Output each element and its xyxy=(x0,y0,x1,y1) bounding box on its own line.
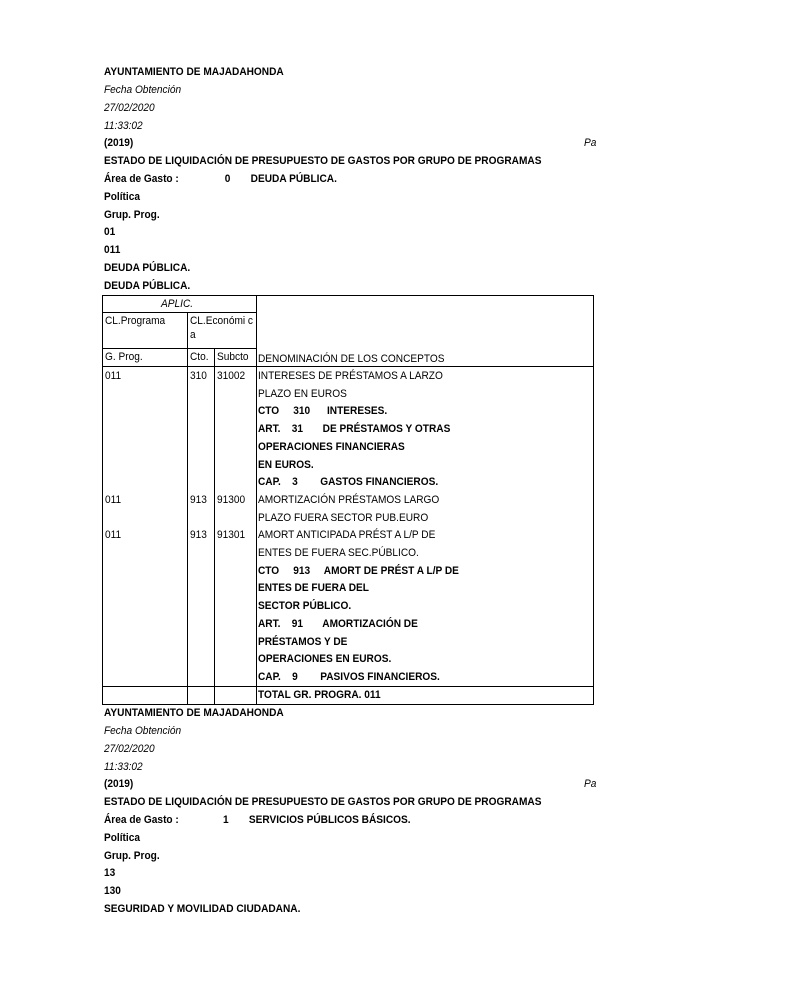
header-cl-economica: CL.Económi ca xyxy=(190,315,254,341)
cell-denominacion: EN EUROS. xyxy=(258,458,314,471)
politica-code-2: 13 xyxy=(104,867,116,879)
politica-name: DEUDA PÚBLICA. xyxy=(104,262,191,274)
grup-prog-name-2: SEGURIDAD Y MOVILIDAD CIUDADANA. xyxy=(104,903,301,915)
cell-cto: 913 xyxy=(190,493,207,506)
cell-subcto: 91300 xyxy=(217,493,246,506)
fecha-value-2: 27/02/2020 xyxy=(104,743,155,755)
cell-denominacion: CAP. 3 GASTOS FINANCIEROS. xyxy=(258,476,439,489)
grup-prog-code: 011 xyxy=(104,244,121,256)
cell-denominacion: OPERACIONES FINANCIERAS xyxy=(258,440,405,453)
fecha-label-2: Fecha Obtención xyxy=(104,725,182,737)
cell-cto: 913 xyxy=(190,529,207,542)
cell-g-prog: 011 xyxy=(105,493,122,506)
area-label: Área de Gasto : xyxy=(104,173,179,185)
cell-denominacion: PLAZO EN EUROS xyxy=(258,387,347,400)
year-label: (2019) xyxy=(104,137,134,149)
cell-denominacion: ENTES DE FUERA SEC.PÚBLICO. xyxy=(258,547,419,559)
cell-denominacion: INTERESES DE PRÉSTAMOS A LARZO xyxy=(258,370,443,382)
area-line-2 xyxy=(104,813,411,827)
area-name-2: SERVICIOS PÚBLICOS BÁSICOS. xyxy=(248,814,411,826)
cell-denominacion: AMORTIZACIÓN PRÉSTAMOS LARGO xyxy=(258,493,440,506)
cell-cto: 310 xyxy=(190,370,207,382)
cell-denominacion: CAP. 9 PASIVOS FINANCIEROS. xyxy=(258,670,440,683)
fecha-value: 27/02/2020 xyxy=(104,102,155,114)
cell-denominacion: ART. 91 AMORTIZACIÓN DE xyxy=(258,617,418,630)
grup-prog-code-2: 130 xyxy=(104,885,121,897)
header-subcto: Subcto xyxy=(217,351,249,363)
area-line xyxy=(104,172,337,186)
page-label: Pa xyxy=(584,137,596,149)
cell-subcto: 31002 xyxy=(217,370,246,382)
hora-value: 11:33:02 xyxy=(104,120,143,132)
cell-denominacion: AMORT ANTICIPADA PRÉST A L/P DE xyxy=(258,529,436,542)
page-label-2: Pa xyxy=(584,778,596,790)
year-label-2: (2019) xyxy=(104,778,134,790)
header-cl-programa: CL.Programa xyxy=(105,315,166,327)
cell-denominacion: ART. 31 DE PRÉSTAMOS Y OTRAS xyxy=(258,423,451,436)
header-g-prog: G. Prog. xyxy=(105,351,143,363)
cell-g-prog: 011 xyxy=(105,529,122,542)
header-denominacion: DENOMINACIÓN DE LOS CONCEPTOS xyxy=(258,353,445,365)
grup-prog-label: Grup. Prog. xyxy=(104,209,160,221)
hora-value-2: 11:33:02 xyxy=(104,761,143,773)
cell-subcto: 91301 xyxy=(217,529,246,542)
area-name: DEUDA PÚBLICA. xyxy=(250,173,337,185)
budget-table xyxy=(102,295,594,705)
politica-code: 01 xyxy=(104,226,116,238)
cell-denominacion: CTO 310 INTERESES. xyxy=(258,405,388,418)
fecha-label: Fecha Obtención xyxy=(104,84,182,96)
area-code-2: 1 xyxy=(222,814,229,826)
cell-denominacion: PRÉSTAMOS Y DE xyxy=(258,635,348,648)
grup-prog-label-2: Grup. Prog. xyxy=(104,850,160,862)
header-cto: Cto. xyxy=(190,351,209,363)
org-name: AYUNTAMIENTO DE MAJADAHONDA xyxy=(104,66,284,78)
politica-label-2: Política xyxy=(104,832,140,844)
cell-g-prog: 011 xyxy=(105,370,122,382)
report-title-2: ESTADO DE LIQUIDACIÓN DE PRESUPUESTO DE GASTOS POR GRUPO DE PROGRAMAS xyxy=(104,796,542,808)
table-total: TOTAL GR. PROGRA. 011 xyxy=(258,689,381,701)
cell-denominacion: OPERACIONES EN EUROS. xyxy=(258,653,392,666)
area-label-2: Área de Gasto : xyxy=(104,814,179,826)
grup-prog-name: DEUDA PÚBLICA. xyxy=(104,280,191,292)
header-aplic: APLIC. xyxy=(161,298,194,310)
cell-denominacion: ENTES DE FUERA DEL xyxy=(258,582,369,595)
area-code: 0 xyxy=(224,173,231,185)
cell-denominacion: PLAZO FUERA SECTOR PUB.EURO xyxy=(258,511,429,524)
politica-label: Política xyxy=(104,191,140,203)
report-title: ESTADO DE LIQUIDACIÓN DE PRESUPUESTO DE GASTOS POR GRUPO DE PROGRAMAS xyxy=(104,155,542,167)
cell-denominacion: CTO 913 AMORT DE PRÉST A L/P DE xyxy=(258,564,459,577)
cell-denominacion: SECTOR PÚBLICO. xyxy=(258,600,352,613)
org-name-2: AYUNTAMIENTO DE MAJADAHONDA xyxy=(104,707,284,719)
